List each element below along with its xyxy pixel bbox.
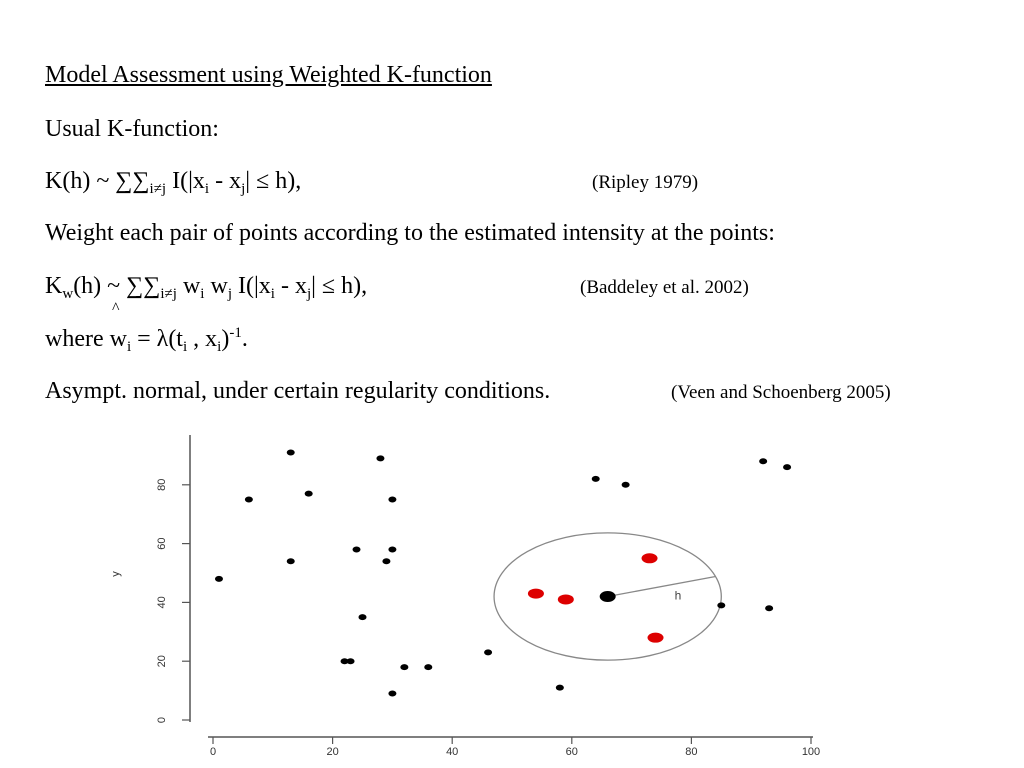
y-tick-label: 0 xyxy=(155,716,168,724)
asymptotic-note: Asympt. normal, under certain regularity conditions. xyxy=(45,378,551,404)
black-point xyxy=(622,482,630,488)
y-tick-label: 60 xyxy=(155,537,168,550)
citation-veen: (Veen and Schoenberg 2005) xyxy=(671,382,891,403)
black-point xyxy=(484,649,492,655)
black-point xyxy=(287,558,295,564)
x-tick-label: 0 xyxy=(209,746,217,758)
black-point xyxy=(353,546,361,552)
black-point xyxy=(388,691,396,697)
black-point xyxy=(592,476,600,482)
black-point xyxy=(400,664,408,670)
usual-k-label: Usual K-function: xyxy=(45,116,219,142)
black-point xyxy=(783,464,791,470)
x-tick-label: 60 xyxy=(565,746,578,758)
black-point xyxy=(305,491,313,497)
x-tick-label: 100 xyxy=(801,746,821,758)
slide-title: Model Assessment using Weighted K-function xyxy=(45,62,492,88)
k-function-formula: K(h) ~ $\sum\sum_{i\ne j}$ $I(|x_i - x_j| \le h)$, xyxy=(45,168,302,197)
y-tick-label: 20 xyxy=(155,655,168,668)
black-point xyxy=(556,685,564,691)
radius-line xyxy=(608,577,716,597)
center-point xyxy=(600,591,616,602)
plot-marks xyxy=(215,449,791,696)
black-point xyxy=(359,614,367,620)
black-point xyxy=(717,602,725,608)
black-point xyxy=(388,546,396,552)
black-point xyxy=(287,449,295,455)
weight-definition: where $w_i = \lambda(t_i$ , $x_i)^{-1}$. xyxy=(45,325,248,355)
hat-symbol: ^ xyxy=(112,300,120,317)
citation-baddeley: (Baddeley et al. 2002) xyxy=(580,277,749,298)
y-axis-label: y xyxy=(109,571,122,577)
black-point xyxy=(388,497,396,503)
black-point xyxy=(759,458,767,464)
red-point xyxy=(648,633,664,643)
black-point xyxy=(424,664,432,670)
black-point xyxy=(376,455,384,461)
x-tick-label: 40 xyxy=(446,746,459,758)
black-point xyxy=(765,605,773,611)
citation-ripley: (Ripley 1979) xyxy=(592,172,699,193)
y-tick-label: 80 xyxy=(155,478,168,491)
x-tick-label: 80 xyxy=(685,746,698,758)
y-tick-label: 40 xyxy=(155,596,168,609)
red-point xyxy=(558,594,574,604)
plot-axes xyxy=(110,435,820,758)
black-point xyxy=(245,497,253,503)
black-point xyxy=(347,658,355,664)
weighted-k-formula: $K_w(h)$ ~ $\sum\sum_{i\ne j}$ $w_i$ $w_j$ $I(|x_i - x_j| \le h)$, xyxy=(45,273,368,302)
red-point xyxy=(642,553,658,563)
red-point xyxy=(528,589,544,599)
x-tick-label: 20 xyxy=(326,746,339,758)
black-point xyxy=(215,576,223,582)
weight-description: Weight each pair of points according to the estimated intensity at the points: xyxy=(45,220,775,246)
radius-label: h xyxy=(674,588,682,603)
black-point xyxy=(382,558,390,564)
